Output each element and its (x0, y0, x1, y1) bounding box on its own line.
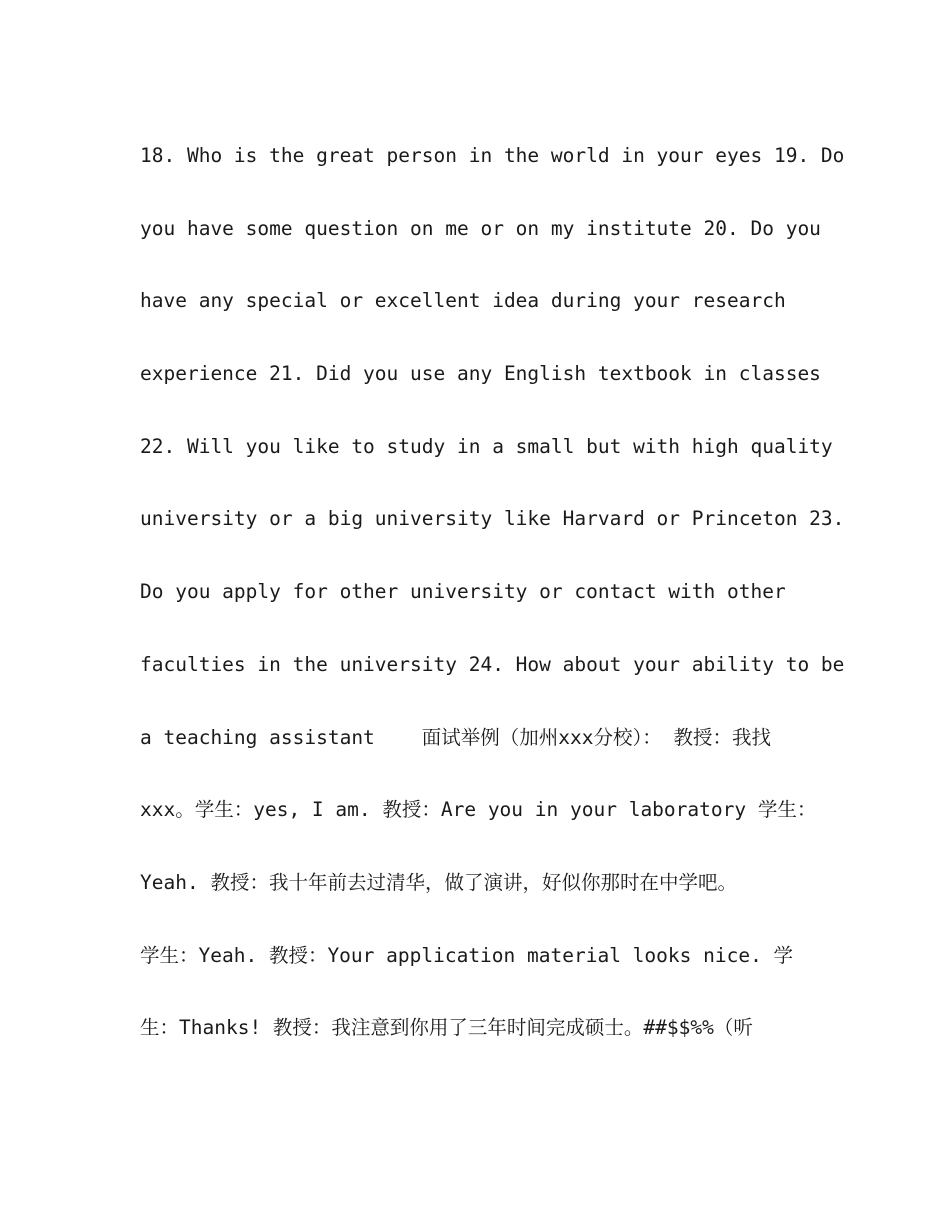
text-line: 学生：Yeah. 教授：Your application material looks nice. 学 (140, 943, 794, 967)
text-line: Yeah. 教授：我十年前去过清华，做了演讲，好似你那时在中学吧。 (140, 870, 737, 894)
text-line: 18. Who is the great person in the world in your eyes 19. Do (140, 144, 845, 167)
text-line: 22. Will you like to study in a small but with high quality (140, 434, 833, 458)
body-text (140, 120, 845, 1065)
text-line: you have some question on me or on my institute 20. Do you (140, 216, 821, 240)
text-line: 生：Thanks! 教授：我注意到你用了三年时间完成硕士。##$$%%（听 (140, 1016, 753, 1040)
text-line: Do you apply for other university or contact with other (140, 580, 786, 604)
text-line: faculties in the university 24. How about your ability to be (140, 652, 845, 676)
text-line: university or a big university like Harvard or Princeton 23. (140, 507, 845, 531)
text-line: a teaching assistant 面试举例（加州xxx分校）： 教授：我找 (140, 725, 771, 749)
text-line: experience 21. Did you use any English textbook in classes (140, 362, 821, 386)
text-line: xxx。学生：yes, I am. 教授：Are you in your laboratory 学生： (140, 798, 817, 822)
text-line: have any special or excellent idea during your research (140, 289, 786, 313)
